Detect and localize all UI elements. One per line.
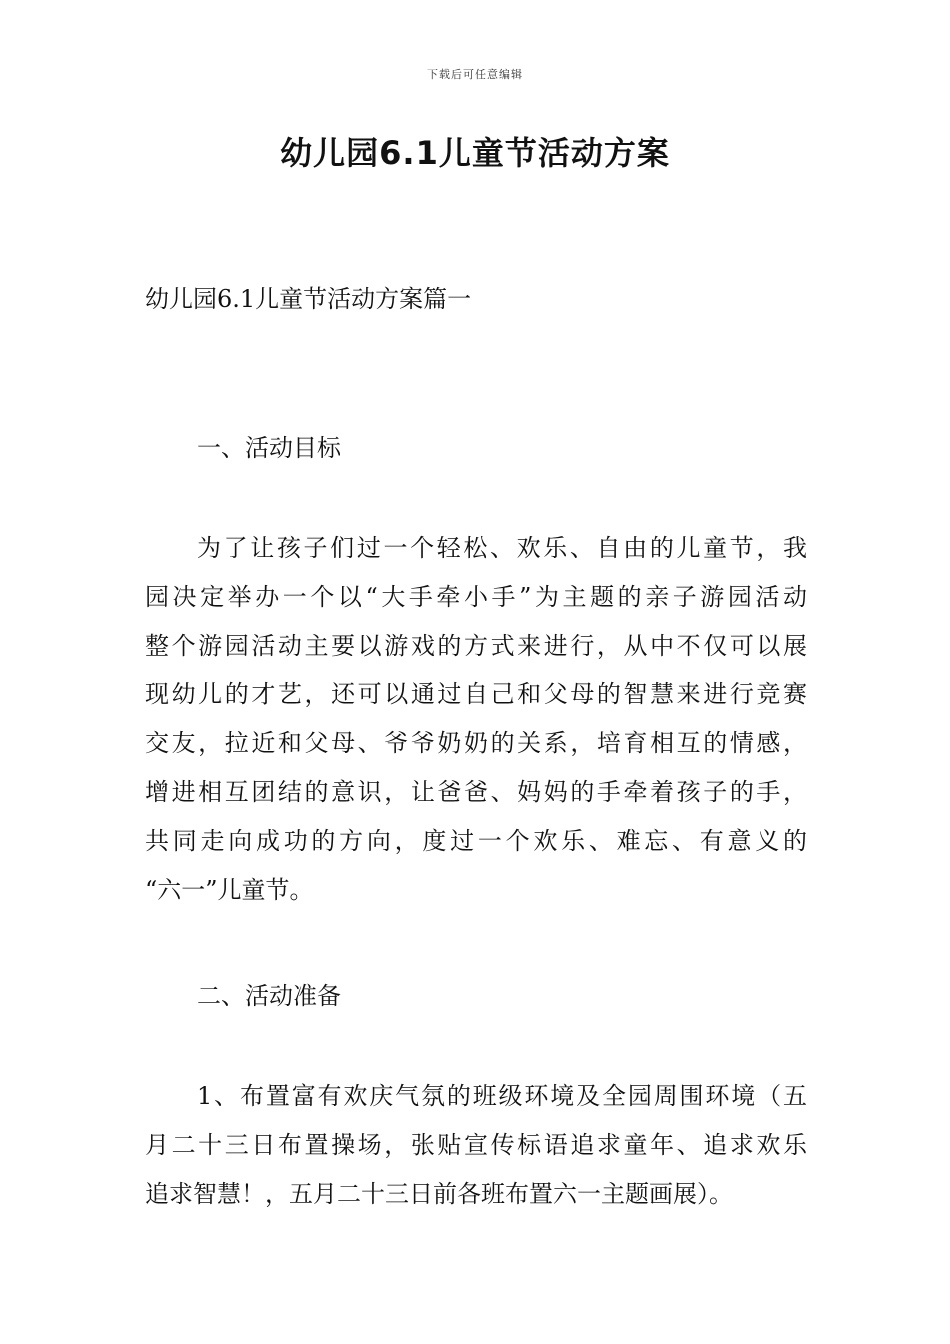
paragraph-line: 共同走向成功的方向，度过一个欢乐、难忘、有意义的	[145, 826, 807, 855]
header-note: 下载后可任意编辑	[427, 68, 523, 81]
paragraph-line: 现幼儿的才艺，还可以通过自己和父母的智慧来进行竞赛	[145, 680, 807, 709]
paragraph-line: 追求智慧！，五月二十三日前各班布置六一主题画展）。	[145, 1179, 733, 1208]
paragraph-line: 交友，拉近和父母、爷爷奶奶的关系，培育相互的情感，	[145, 729, 807, 758]
paragraph-line: 整个游园活动主要以游戏的方式来进行，从中不仅可以展	[145, 631, 807, 660]
section-goals-paragraph	[145, 532, 807, 922]
paragraph-line: 园决定举办一个以“大手牵小手”为主题的亲子游园活动	[145, 582, 807, 611]
paragraph-line: 增进相互团结的意识，让爸爸、妈妈的手牵着孩子的手，	[145, 777, 807, 806]
document-title: 幼儿园6.1儿童节活动方案	[280, 134, 670, 172]
paragraph-line: 为了让孩子们过一个轻松、欢乐、自由的儿童节，我	[197, 534, 807, 562]
document-subtitle: 幼儿园6.1儿童节活动方案篇一	[145, 285, 472, 313]
paragraph-line: 1、布置富有欢庆气氛的班级环境及全园周围环境（五	[197, 1082, 807, 1110]
section-heading-preparation: 二、活动准备	[197, 982, 341, 1010]
paragraph-line: “六一”儿童节。	[145, 875, 314, 904]
paragraph-line: 月二十三日布置操场，张贴宣传标语追求童年、追求欢乐	[145, 1130, 807, 1159]
section-preparation-paragraph	[145, 1080, 807, 1226]
section-heading-goals: 一、活动目标	[197, 434, 341, 462]
